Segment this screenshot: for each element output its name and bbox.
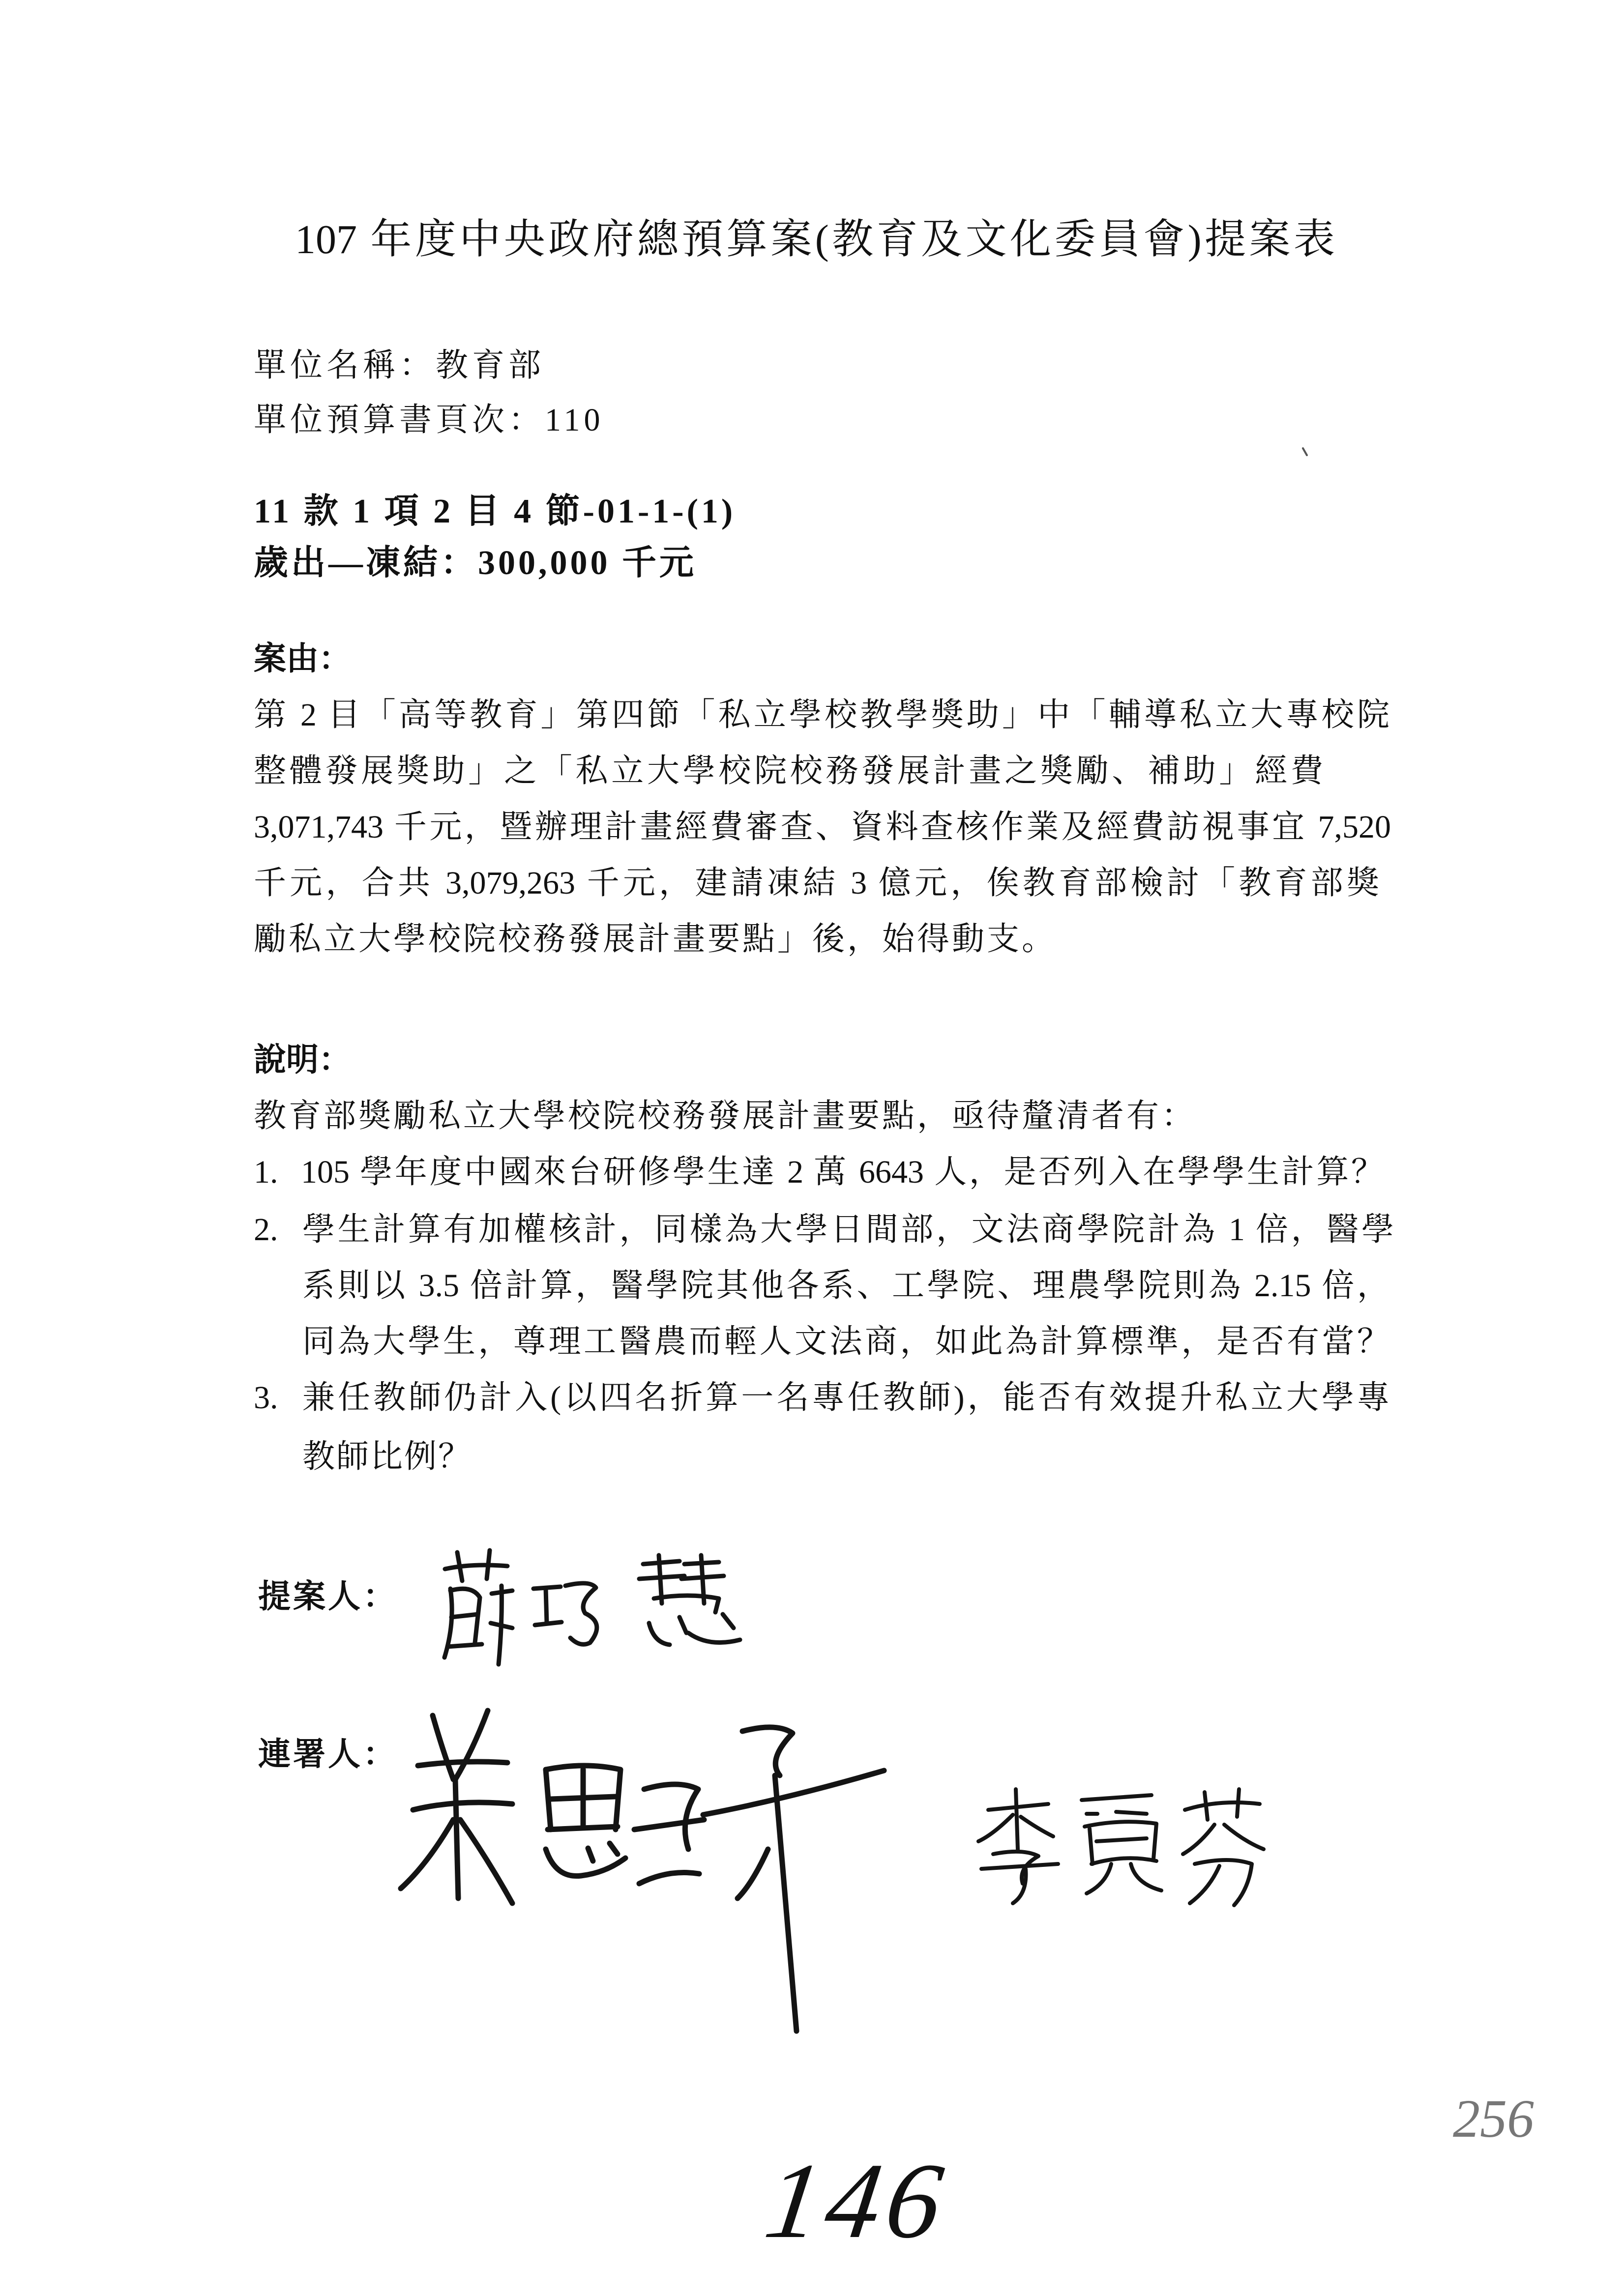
cosigner-signature-1 — [401, 1711, 884, 2031]
budget-item-amount: 歲出—凍結：300,000 千元 — [254, 544, 697, 582]
handwritten-page-number: 146 — [758, 2141, 956, 2261]
item-line: 系則以 3.5 倍計算，醫學院其他各系、工學院、理農學院則為 2.15 倍， — [302, 1268, 1389, 1304]
item-line: 兼任教師仍計入(以四名折算一名專任教師)，能否有效提升私立大學專 — [302, 1380, 1389, 1416]
proposal-line: 勵私立大學校院校務發展計畫要點」後，始得動支。 — [254, 921, 1057, 957]
item-line: 教師比例？ — [302, 1439, 472, 1475]
handwritten-margin-number: 256 — [1453, 2089, 1534, 2149]
item-number: 2. — [254, 1212, 278, 1248]
item-number: 3. — [254, 1380, 278, 1416]
cosigner-label: 連署人： — [258, 1737, 398, 1773]
budget-item-code: 11 款 1 項 2 目 4 節-01-1-(1) — [254, 493, 736, 530]
scan-speck — [1303, 448, 1307, 455]
item-line: 同為大學生，尊理工醫農而輕人文法商，如此為計算標準，是否有當？ — [302, 1324, 1389, 1360]
proposal-line: 千元，合共 3,079,263 千元，建請凍結 3 億元，俟教育部檢討「教育部獎 — [254, 865, 1379, 901]
budget-book-page: 單位預算書頁次：110 — [254, 402, 604, 438]
proposer-label: 提案人： — [258, 1579, 398, 1615]
explanation-heading: 說明： — [254, 1042, 351, 1078]
proposal-line: 第 2 目「高等教育」第四節「私立學校教學獎助」中「輔導私立大專校院 — [254, 697, 1389, 733]
proposal-line: 整體發展獎助」之「私立大學校院校務發展計畫之獎勵、補助」經費 — [254, 753, 1323, 789]
unit-name: 單位名稱：教育部 — [254, 348, 545, 383]
proposal-heading: 案由： — [254, 641, 351, 677]
item-number: 1. — [254, 1154, 278, 1190]
cosigner-signature-2 — [978, 1789, 1264, 1905]
explanation-intro: 教育部獎勵私立大學校院校務發展計畫要點，亟待釐清者有： — [254, 1098, 1196, 1134]
item-line: 學生計算有加權核計，同樣為大學日間部，文法商學院計為 1 倍，醫學 — [302, 1212, 1394, 1248]
proposer-signature — [444, 1550, 740, 1664]
proposal-line: 3,071,743 千元，暨辦理計畫經費審查、資料查核作業及經費訪視事宜 7,520 — [254, 809, 1391, 845]
document-title: 107 年度中央政府總預算案(教育及文化委員會)提案表 — [295, 217, 1335, 262]
item-line: 105 學年度中國來台研修學生達 2 萬 6643 人，是否列入在學學生計算？ — [301, 1154, 1384, 1190]
